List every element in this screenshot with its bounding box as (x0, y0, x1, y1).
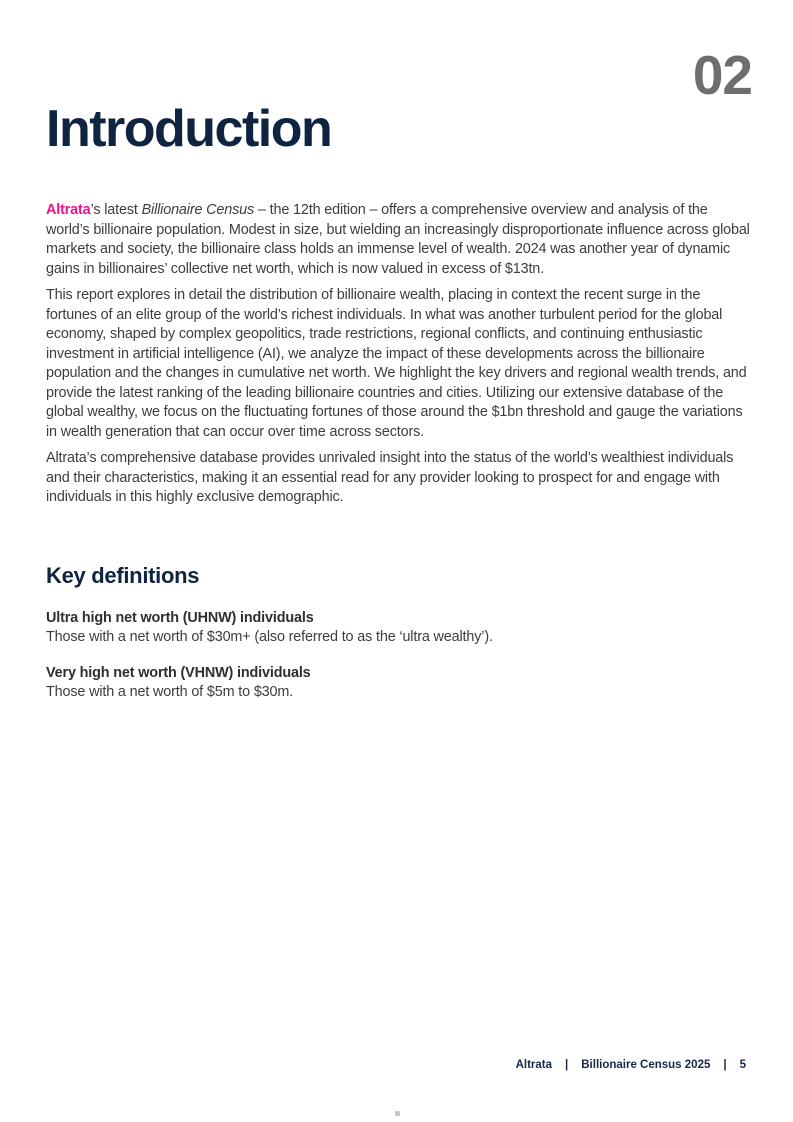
intro-paragraph-3: Altrata’s comprehensive database provides unrivaled insight into the status of the world’s wealthiest individuals and their characteristics, making it an essential read for any provider looking to prospect for and engage with individuals in this highly exclusive demographic. (46, 450, 734, 505)
definition-term-vhnw: Very high net worth (VHNW) individuals (46, 664, 311, 681)
brand-name-highlight: Altrata (46, 202, 91, 218)
body-content (46, 201, 754, 719)
definition-uhnw (46, 609, 754, 648)
definition-vhnw (46, 664, 754, 703)
definition-text-uhnw: Those with a net worth of $30m+ (also referred to as the ‘ultra wealthy’). (46, 629, 493, 645)
definition-term-uhnw: Ultra high net worth (UHNW) individuals (46, 609, 314, 626)
page-footer (516, 1058, 746, 1072)
paragraph-text: ’s latest (90, 202, 142, 218)
paragraph-text: – the 12th edition – offers a comprehensive overview and analysis of the world’s billionaire population. Modest in size, but wielding an increasingly disproportionate influence across global markets and society, the billionaire class holds an immense level of wealth. 2024 was another year of dynamic gains in billionaires’ collective net worth, which is now valued in excess of $13tn. (46, 202, 750, 277)
footer-brand: Altrata (515, 1059, 553, 1071)
footer-document-title: Billionaire Census 2025 (581, 1059, 711, 1071)
definition-text-vhnw: Those with a net worth of $5m to $30m. (46, 684, 294, 700)
intro-paragraph-1 (46, 201, 754, 279)
key-definitions-heading: Key definitions (46, 562, 200, 588)
page-marker-dot (395, 1111, 400, 1116)
intro-paragraph-2: This report explores in detail the distribution of billionaire wealth, placing in context the recent surge in the fortunes of an elite group of the world’s richest individuals. In what was another turbulent period for the global economy, shaped by complex geopolitics, trade restrictions, regional conflicts, and continuing enthusiastic investment in artificial intelligence (AI), we analyze the impact of these developments across the billionaire population and the changes in cumulative net worth. We highlight the key drivers and regional wealth trends, and provide the latest ranking of the leading billionaire countries and cities. Utilizing our extensive database of the global wealthy, we focus on the fluctuating fortunes of those around the $1bn threshold and gauge the variations in wealth generation that can occur over time across sectors. (46, 287, 747, 440)
report-title-italic: Billionaire Census (141, 202, 255, 218)
footer-separator: | (565, 1059, 569, 1071)
section-number: 02 (692, 44, 752, 106)
footer-page-number: 5 (739, 1059, 746, 1071)
footer-separator: | (723, 1059, 727, 1071)
page-title: Introduction (46, 100, 332, 158)
